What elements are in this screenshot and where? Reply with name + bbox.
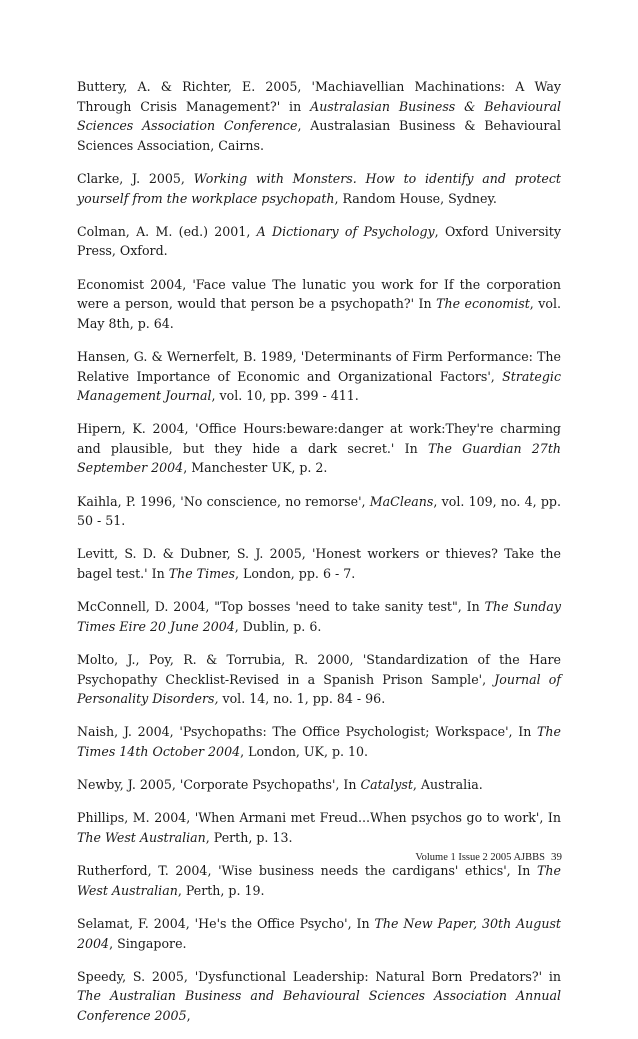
reference-text: Phillips, M. 2004, 'When Armani met Freud...When psychos go to work', In xyxy=(77,810,561,826)
reference-entry xyxy=(77,419,561,478)
reference-text: Naish, J. 2004, 'Psychopaths: The Office Psychologist; Workspace', In xyxy=(77,724,538,740)
reference-text: Buttery, A. & Richter, E. 2005, 'Machiavellian Machinations: A Way Through Crisis Management?' in xyxy=(77,79,561,114)
reference-title-italic: The Times xyxy=(168,566,235,582)
reference-text: Hipern, K. 2004, 'Office Hours:beware:danger at work:They're charming and plausible, but they hide a dark secret.' In xyxy=(77,421,561,456)
reference-entry xyxy=(77,347,561,406)
page-number: 39 xyxy=(551,851,562,863)
reference-text: , xyxy=(186,1007,191,1023)
reference-title-italic: The New Paper, 30th August 2004 xyxy=(77,915,561,951)
reference-entry xyxy=(77,222,561,261)
reference-text: Levitt, S. D. & Dubner, S. J. 2005, 'Honest workers or thieves? Take the bagel test.' In xyxy=(77,546,561,582)
reference-entry xyxy=(77,492,561,531)
reference-title-italic: A Dictionary of Psychology xyxy=(256,223,435,239)
reference-title-italic: MaCleans xyxy=(369,493,434,509)
reference-title-italic: The Times 14th October 2004 xyxy=(77,724,561,759)
reference-text: Clarke, J. 2005, xyxy=(77,170,194,186)
reference-text: , Oxford University Press, Oxford. xyxy=(77,223,561,259)
reference-entry xyxy=(77,77,561,155)
reference-text: , Perth, p. 19. xyxy=(177,882,265,898)
reference-text: , Singapore. xyxy=(109,935,187,951)
reference-text: Newby, J. 2005, 'Corporate Psychopaths', In xyxy=(77,777,361,793)
reference-entry xyxy=(77,967,561,1026)
reference-title-italic: Catalyst xyxy=(360,777,413,793)
reference-text: , vol. 109, no. 4, pp. 50 - 51. xyxy=(77,493,561,529)
reference-list xyxy=(77,77,561,1039)
reference-text: Selamat, F. 2004, 'He's the Office Psycho', In xyxy=(77,915,375,931)
reference-text: Colman, A. M. (ed.) 2001, xyxy=(77,223,257,239)
reference-entry xyxy=(77,775,561,795)
reference-text: Speedy, S. 2005, 'Dysfunctional Leadership: Natural Born Predators?' in xyxy=(77,968,561,984)
reference-text: McConnell, D. 2004, "Top bosses 'need to take sanity test", In xyxy=(77,599,485,615)
reference-text: , London, UK, p. 10. xyxy=(240,743,369,759)
reference-text: , Perth, p. 13. xyxy=(205,829,293,845)
reference-entry xyxy=(77,275,561,334)
reference-entry xyxy=(77,722,561,761)
reference-entry xyxy=(77,914,561,953)
reference-entry xyxy=(77,650,561,709)
reference-text: vol. 14, no. 1, pp. 84 - 96. xyxy=(218,691,386,707)
reference-text: Kaihla, P. 1996, 'No conscience, no remorse', xyxy=(77,493,370,509)
reference-title-italic: Journal of Personality Disorders, xyxy=(77,671,562,707)
reference-entry xyxy=(77,169,561,208)
reference-title-italic: Strategic Management Journal xyxy=(77,368,561,404)
reference-title-italic: The Australian Business and Behavioural Sciences Association Annual Conference 2005 xyxy=(77,988,561,1023)
reference-title-italic: The West Australian xyxy=(77,829,206,845)
reference-text: , London, pp. 6 - 7. xyxy=(234,566,356,582)
reference-title-italic: The economist xyxy=(436,296,530,312)
reference-text: , Dublin, p. 6. xyxy=(234,618,322,634)
reference-text: , vol. May 8th, p. 64. xyxy=(77,296,561,331)
reference-title-italic: The Guardian 27th September 2004 xyxy=(77,440,561,476)
reference-text: , Manchester UK, p. 2. xyxy=(183,460,328,476)
page-footer xyxy=(300,851,562,863)
reference-text: , Australia. xyxy=(412,777,483,793)
reference-text: Hansen, G. & Wernerfelt, B. 1989, 'Determinants of Firm Performance: The Relative Importance of Economic and Organizational Factors', xyxy=(77,348,561,384)
reference-title-italic: Australasian Business & Behavioural Sciences Association Conference xyxy=(77,98,561,134)
reference-text: , vol. 10, pp. 399 - 411. xyxy=(211,388,359,404)
reference-title-italic: Working with Monsters. How to identify and protect yourself from the workplace psychopath xyxy=(77,170,561,206)
reference-text: , Random House, Sydney. xyxy=(334,190,497,206)
reference-text: Molto, J., Poy, R. & Torrubia, R. 2000, 'Standardization of the Hare Psychopathy Checklist-Revised in a Spanish Prison Sample', xyxy=(77,652,561,687)
reference-text: Rutherford, T. 2004, 'Wise business needs the cardigans' ethics', In xyxy=(77,863,538,879)
reference-entry xyxy=(77,597,561,636)
reference-entry xyxy=(77,544,561,583)
reference-entry xyxy=(77,861,561,900)
reference-text: , Australasian Business & Behavioural Sciences Association, Cairns. xyxy=(77,118,561,153)
reference-entry xyxy=(77,808,561,847)
footer-journal-info: Volume 1 Issue 2 2005 AJBBS xyxy=(415,852,545,863)
reference-title-italic: The West Australian xyxy=(77,863,561,898)
reference-text: Economist 2004, 'Face value The lunatic you work for If the corporation were a person, would that person be a psychopath?' In xyxy=(77,276,561,312)
reference-title-italic: The Sunday Times Eire 20 June 2004 xyxy=(77,599,561,634)
